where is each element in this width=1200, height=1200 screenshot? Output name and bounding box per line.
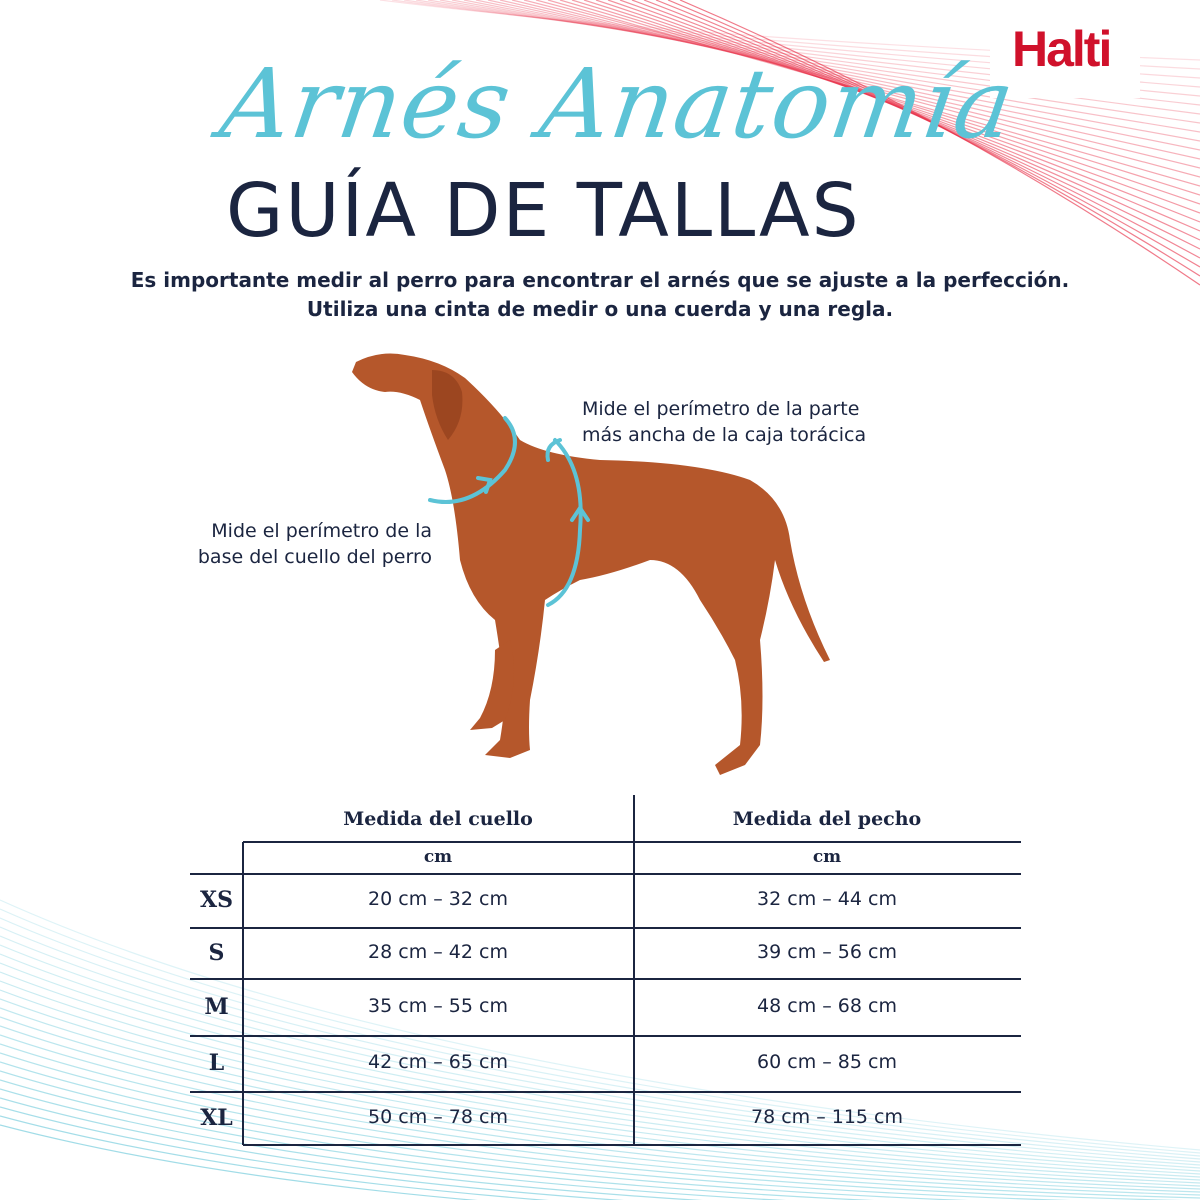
page-title: GUÍA DE TALLAS [226, 168, 861, 254]
header-neck: Medida del cuello [343, 808, 533, 830]
chest-cell: 60 cm – 85 cm [757, 1051, 897, 1073]
unit-neck: cm [423, 847, 453, 867]
neck-cell: 42 cm – 65 cm [368, 1051, 508, 1073]
divider [242, 842, 244, 1145]
row-divider [190, 927, 1021, 929]
row-divider [243, 1144, 1021, 1146]
chest-cell: 39 cm – 56 cm [757, 940, 897, 963]
divider [243, 841, 1021, 843]
intro-line: Es importante medir al perro para encontrar el arnés que se ajuste a la perfección. [130, 268, 1070, 292]
note-line: más ancha de la caja torácica [582, 424, 867, 446]
note-line: Mide el perímetro de la parte [582, 398, 860, 420]
unit-chest: cm [812, 847, 842, 867]
size-label: M [204, 993, 229, 1020]
header-chest: Medida del pecho [732, 808, 922, 830]
size-label: XS [200, 887, 233, 913]
halti-logo: Halti [1012, 21, 1111, 77]
row-divider [190, 1035, 1021, 1037]
chest-note [582, 396, 866, 448]
script-title: Arnés Anatomía [214, 48, 1022, 160]
intro-line: Utiliza una cinta de medir o una cuerda y una regla. [306, 297, 894, 321]
note-line: Mide el perímetro de la [211, 520, 432, 542]
size-label: S [208, 939, 225, 966]
neck-cell: 50 cm – 78 cm [368, 1105, 508, 1128]
neck-cell: 35 cm – 55 cm [368, 994, 508, 1017]
divider [633, 795, 635, 1145]
chest-cell: 78 cm – 115 cm [750, 1105, 903, 1128]
chest-cell: 48 cm – 68 cm [757, 994, 897, 1017]
size-label: L [208, 1050, 225, 1076]
size-label: XL [200, 1104, 233, 1131]
neck-note [190, 518, 432, 570]
note-line: base del cuello del perro [197, 546, 432, 568]
neck-cell: 20 cm – 32 cm [368, 888, 508, 910]
row-divider [190, 1091, 1021, 1093]
neck-cell: 28 cm – 42 cm [368, 940, 508, 963]
chest-cell: 32 cm – 44 cm [757, 888, 897, 910]
row-divider [190, 873, 1021, 875]
row-divider [190, 978, 1021, 980]
